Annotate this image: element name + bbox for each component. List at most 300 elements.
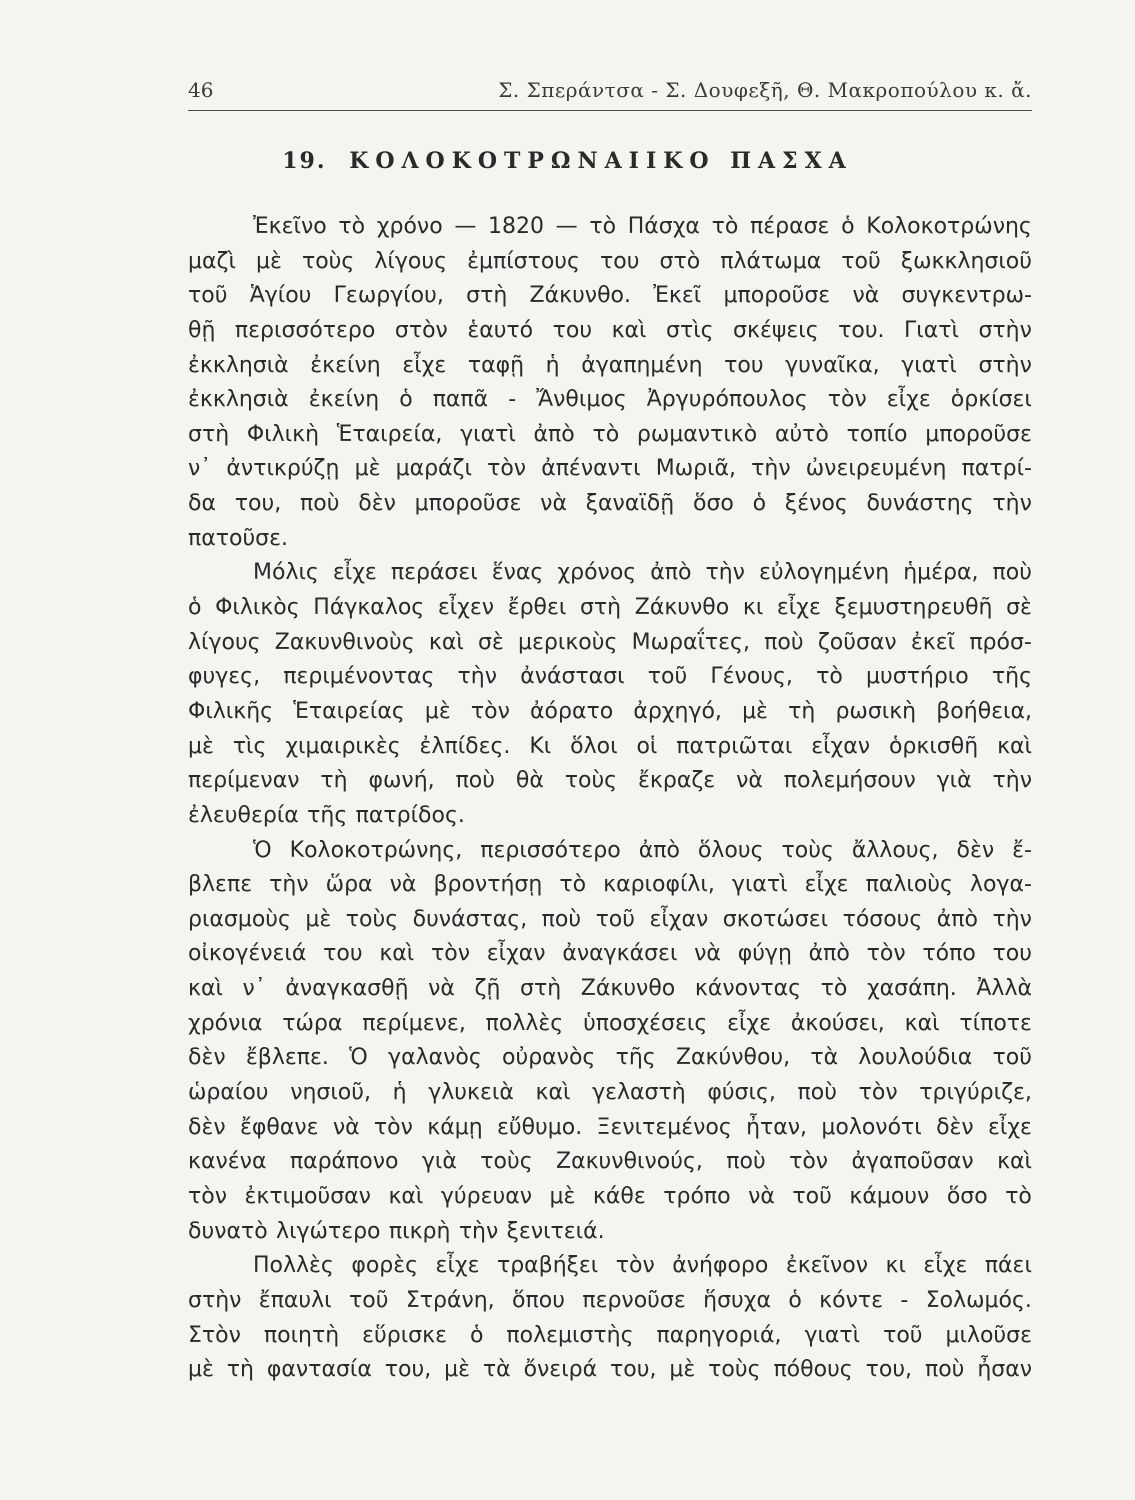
word: καὶ — [997, 733, 1032, 759]
word: ρωμαντικὸ — [636, 421, 758, 447]
text-line — [188, 556, 1032, 591]
word: δυνάστης — [866, 491, 974, 517]
word: ἄλλους, — [851, 837, 939, 863]
word: τὴν — [457, 664, 498, 690]
word: καὶ — [904, 1010, 940, 1036]
word: μαζὶ — [188, 248, 236, 274]
word: Ζάκυνθο. — [529, 283, 632, 309]
word: κάνοντας — [694, 976, 802, 1002]
word: στὸ — [659, 248, 701, 274]
word: τῆς — [991, 664, 1032, 690]
word: Μωραΐτες, — [631, 629, 750, 655]
word: μιλοῦσε — [945, 1322, 1032, 1348]
text-line — [188, 591, 1032, 626]
word: σκοτώσει — [722, 906, 829, 932]
word: ὁ — [469, 1322, 484, 1348]
word: τὴν — [992, 768, 1032, 794]
word: εἶχε — [727, 1010, 772, 1036]
word: καὶ — [188, 976, 223, 1002]
word: τραβήξει — [496, 1253, 599, 1279]
word: ἑαυτό — [467, 317, 534, 343]
word: εἶχε — [804, 872, 849, 898]
text-line — [188, 418, 1032, 453]
word: ν᾿ — [188, 456, 212, 482]
word: ποὺ — [924, 1357, 965, 1383]
word: Πάσχα — [627, 214, 700, 239]
word: κανένα — [188, 1149, 267, 1175]
word: περίμενε, — [362, 1010, 466, 1036]
word: τὸ — [1005, 1183, 1032, 1209]
word: πάει — [984, 1253, 1032, 1279]
word: δὲν — [936, 1114, 974, 1140]
word: του, — [234, 491, 282, 517]
word: ἔ- — [1012, 837, 1032, 863]
word: Ζακυνθινοὺς — [274, 629, 415, 655]
word: τὸ — [559, 872, 587, 898]
word: Ἑταιρείας — [293, 698, 405, 724]
text-line — [188, 1319, 1032, 1354]
text-line — [188, 626, 1032, 661]
word: ὁ — [788, 1287, 802, 1313]
word: σὲ — [477, 629, 504, 655]
word: ταφῇ — [467, 352, 525, 378]
word: ἡ — [545, 352, 560, 378]
word: Σολωμός. — [925, 1287, 1032, 1313]
chapter-number: 19. — [282, 148, 327, 174]
word: τοὺς — [781, 837, 834, 863]
text-line — [188, 1007, 1032, 1042]
word: Φιλικὸς — [215, 595, 300, 621]
word: τὴ — [320, 768, 348, 794]
word: εἶχε — [776, 595, 821, 621]
word: του — [724, 352, 764, 378]
word: Ἐκεῖ — [653, 283, 702, 309]
word: μαράζι — [395, 456, 472, 482]
word: μὲ — [188, 733, 214, 759]
word: τοῦ — [188, 283, 228, 309]
word: φύσις, — [707, 1080, 776, 1106]
word: στὴ — [466, 283, 508, 309]
word: πολλὲς — [485, 1010, 564, 1036]
word: ἐκεῖ — [910, 629, 956, 655]
word: χρόνος — [557, 560, 637, 586]
word: ἀνήφορο — [672, 1253, 769, 1279]
word: καὶ — [388, 1183, 424, 1209]
word: οἰκογένειά — [188, 941, 307, 967]
word: ἀναγκασθῇ — [285, 976, 409, 1002]
word: Φιλικῆς — [188, 698, 274, 724]
word: τρόπο — [663, 1183, 731, 1209]
word: τὸν — [487, 456, 527, 482]
word: τώρα — [282, 1010, 343, 1036]
word: ἥσυχα — [703, 1287, 771, 1313]
word: τὸν — [858, 1080, 898, 1106]
word: τὴ — [788, 698, 816, 724]
word: τίποτε — [959, 1010, 1032, 1036]
word: του — [600, 248, 640, 274]
word: μὲ — [354, 456, 381, 482]
text-line — [188, 452, 1032, 487]
word: Μωριᾶ, — [655, 456, 737, 482]
word: ἀρχηγό, — [633, 698, 722, 724]
word: ἔπαυλι — [258, 1287, 332, 1313]
word: νὰ — [694, 941, 721, 967]
word: ὁ — [399, 387, 413, 413]
word: καὶ — [428, 629, 464, 655]
word: Ἀργυρόπουλος — [646, 387, 808, 413]
word: τὸ — [589, 214, 617, 239]
text-line — [188, 383, 1032, 418]
word: τὸν — [827, 387, 867, 413]
text-line — [188, 730, 1032, 765]
word: περίμεναν — [188, 768, 300, 794]
word: θῇ — [188, 317, 216, 343]
word: Ὁ — [349, 1045, 368, 1071]
word: φορὲς — [351, 1253, 419, 1279]
word: καὶ — [611, 317, 647, 343]
word: ζῇ — [474, 976, 501, 1002]
word: οὐρανὸς — [502, 1045, 596, 1071]
word: τοὺς — [301, 248, 355, 274]
word: τόπο — [922, 941, 976, 967]
word: ριασμοὺς — [188, 906, 291, 932]
text-line — [188, 1215, 1032, 1250]
word: πατρίδος. — [355, 802, 465, 828]
word: χιμαιρικὲς — [285, 733, 401, 759]
word: ἀγαπημένη — [581, 352, 703, 378]
word: Ὁ — [253, 837, 272, 863]
word: μολονότι — [821, 1114, 922, 1140]
word: τοῦ — [841, 248, 881, 274]
word: τὸ — [820, 976, 848, 1002]
word: του — [992, 941, 1032, 967]
word: ἐμπίστους — [467, 248, 580, 274]
word: ἔκραζε — [638, 768, 716, 794]
word: τὴν — [751, 456, 791, 482]
word: πολεμήσουν — [783, 768, 916, 794]
word: φωνή, — [368, 768, 435, 794]
word: ποὺ — [764, 629, 804, 655]
word: ποὺ — [541, 906, 582, 932]
word: νὰ — [852, 283, 880, 309]
word: μὲ — [669, 1357, 696, 1383]
word: καὶ — [379, 941, 415, 967]
text-line — [188, 314, 1032, 349]
word: μὲ — [424, 698, 451, 724]
word: τὸ — [711, 214, 739, 239]
word: λίγους — [374, 248, 447, 274]
word: τὸν — [789, 1149, 829, 1175]
word: νὰ — [332, 1114, 360, 1140]
word: γιατὶ — [901, 352, 957, 378]
word: γλυκειὰ — [428, 1080, 514, 1106]
text-line — [188, 764, 1032, 799]
word: ἐλπίδες. — [419, 733, 511, 759]
word: — — [454, 214, 477, 239]
word: θὰ — [515, 768, 544, 794]
word: χασάπη. — [866, 976, 957, 1002]
text-line — [188, 210, 1032, 245]
word: περισσότερο — [480, 837, 621, 863]
word: ἔφθανε — [239, 1114, 319, 1140]
text-line — [188, 937, 1032, 972]
word: ξεμυστηρευθῆ — [834, 595, 993, 621]
word: εἶχε — [886, 387, 931, 413]
word: ποὺ — [455, 768, 495, 794]
word: Ἄνθιμος — [536, 387, 627, 413]
word: χρόνια — [188, 1010, 263, 1036]
word: εἶχαν — [811, 733, 871, 759]
text-line — [188, 1180, 1032, 1215]
word: φυγες, — [188, 664, 261, 690]
word: Ζακύνθου, — [675, 1045, 791, 1071]
word: τὸν — [615, 1253, 655, 1279]
word: ἀκούσει, — [790, 1010, 885, 1036]
word: γιὰ — [936, 768, 972, 794]
word: τὴν — [992, 906, 1032, 932]
word: νησιοῦ, — [290, 1080, 371, 1106]
text-line — [188, 868, 1032, 903]
word: λογα- — [969, 872, 1032, 898]
word: εἶχεν — [437, 595, 495, 621]
word: ὁ — [752, 491, 767, 517]
word: γύρευαν — [440, 1183, 533, 1209]
chapter-title-text: ΚΟΛΟΚΟΤΡΩΝΑΙΙΚΟ ΠΑΣΧΑ — [349, 148, 853, 174]
word: εὐλογημένη — [758, 560, 890, 586]
word: ξενιτειά. — [506, 1218, 605, 1244]
word: τοπίο — [846, 421, 908, 447]
word: Γεωργίου, — [333, 283, 444, 309]
word: ὅλοι — [570, 733, 618, 759]
word: σὲ — [1006, 595, 1032, 621]
word: - — [508, 387, 517, 413]
word: του — [552, 317, 593, 343]
word: εἶχε — [402, 352, 447, 378]
word: τὶς — [232, 733, 267, 759]
word: αὐτὸ — [774, 421, 829, 447]
chapter-title — [0, 148, 1135, 174]
word: φαντασία — [266, 1357, 372, 1383]
word: ἐκείνη — [308, 387, 380, 413]
word: εἶχε — [435, 1253, 480, 1279]
word: ὠνειρευμένη — [805, 456, 947, 482]
word: ὁρκισθῆ — [888, 733, 979, 759]
word: ὅσο — [692, 491, 734, 517]
word: τὸν — [470, 698, 510, 724]
word: δα — [188, 491, 216, 517]
running-head: Σ. Σπεράντσα - Σ. Δουφεξῆ, Θ. Μακροπούλου κ. ἄ. — [498, 78, 1032, 102]
word: τὸ — [338, 214, 366, 239]
word: Γένους, — [710, 664, 793, 690]
word: ἀγαποῦσαν — [851, 1149, 974, 1175]
word: κάμῃ — [427, 1114, 483, 1140]
word: νὰ — [428, 976, 455, 1002]
word: τριγύριζε, — [919, 1080, 1032, 1106]
word: τοὺς — [345, 906, 399, 932]
word: γελαστὴ — [592, 1080, 686, 1106]
word: ὑποσχέσεις — [583, 1010, 708, 1036]
word: μὲ — [256, 248, 282, 274]
word: εἶχαν — [649, 906, 709, 932]
word: εὔθυμο. — [496, 1114, 583, 1140]
word: νὰ — [540, 491, 567, 517]
word: περιμένοντας — [283, 664, 435, 690]
word: καὶ — [997, 1149, 1032, 1175]
word: κάμουν — [849, 1183, 930, 1209]
word: δὲν — [358, 491, 396, 517]
word: συγκεντρω- — [901, 283, 1032, 309]
word: βλεπε — [188, 872, 253, 898]
word: ὅπου — [512, 1287, 565, 1313]
word: γιατὶ — [731, 872, 788, 898]
word: τοῦ — [992, 1045, 1032, 1071]
word: του, — [865, 1357, 913, 1383]
text-line — [188, 1041, 1032, 1076]
word: πατρί- — [961, 456, 1032, 482]
word: στὴν — [978, 317, 1032, 343]
word: χρόνο — [376, 214, 443, 239]
word: Πάγκαλος — [313, 595, 425, 621]
text-line — [188, 487, 1032, 522]
word: μποροῦσε — [414, 491, 522, 517]
word: μὲ — [305, 906, 332, 932]
word: Κι — [529, 733, 552, 759]
word: ἐκκλησιὰ — [188, 387, 289, 413]
word: ἀπέναντι — [541, 456, 641, 482]
text-line — [188, 1353, 1032, 1388]
word: Κολοκοτρώνης, — [289, 837, 463, 863]
word: μποροῦσε — [723, 283, 831, 309]
word: τὴν — [458, 1218, 499, 1244]
word: κι — [885, 1253, 906, 1279]
word: Γιατὶ — [904, 317, 959, 343]
word: ἔβλεπε. — [245, 1045, 329, 1071]
word: γιὰ — [421, 1149, 457, 1175]
word: του. — [838, 317, 885, 343]
word: τοὺς — [708, 1357, 761, 1383]
text-line — [188, 695, 1032, 730]
word: μὲ — [444, 1357, 470, 1383]
word: οἱ — [636, 733, 658, 759]
word: τὴν — [269, 872, 309, 898]
word: φύγῃ — [737, 941, 792, 967]
word: Κολοκοτρώνης — [866, 214, 1032, 239]
word: δὲν — [188, 1114, 226, 1140]
word: παπᾶ — [432, 387, 489, 413]
text-line — [188, 799, 1032, 834]
word: νὰ — [736, 768, 763, 794]
word: πατριῶται — [676, 733, 793, 759]
word: Ξενιτεμένος — [596, 1114, 732, 1140]
word: εἶχε — [923, 1253, 968, 1279]
word: δυνάστας, — [412, 906, 528, 932]
word: πολεμιστὴς — [506, 1322, 634, 1348]
word: Ζάκυνθο — [580, 976, 676, 1002]
word: ποὺ — [300, 491, 340, 517]
word: ὁρκίσει — [950, 387, 1032, 413]
word: τὸν — [430, 941, 470, 967]
word: τὰ — [482, 1357, 511, 1383]
word: του — [323, 941, 363, 967]
word: ἐκτιμοῦσαν — [244, 1183, 371, 1209]
word: εἶχε — [332, 560, 377, 586]
word: μποροῦσε — [925, 421, 1032, 447]
word: τῆς — [615, 1045, 656, 1071]
word: πόθους — [773, 1357, 853, 1383]
word: ποὺ — [726, 1149, 766, 1175]
word: σκέψεις — [733, 317, 819, 343]
word: τὸν — [373, 1114, 413, 1140]
word: ἀπὸ — [936, 906, 979, 932]
word: κάθε — [592, 1183, 646, 1209]
word: εἶχαν — [486, 941, 546, 967]
word: ἦσαν — [977, 1357, 1032, 1383]
body-text — [188, 210, 1032, 1388]
word: ἐλευθερία — [188, 802, 299, 828]
word: ἀνάστασι — [520, 664, 625, 690]
word: περάσει — [390, 560, 478, 586]
word: Ἑταιρεία, — [336, 421, 443, 447]
word: - — [900, 1287, 909, 1313]
word: λίγους — [188, 629, 261, 655]
word: ἀόρατο — [530, 698, 614, 724]
word: ποὺ — [992, 560, 1032, 586]
word: ἐκεῖνον — [785, 1253, 869, 1279]
word: ὅλους — [697, 837, 764, 863]
word: στὴ — [520, 976, 562, 1002]
word: ἀναγκάσει — [562, 941, 678, 967]
word: καριοφίλι, — [603, 872, 715, 898]
word: ἡμέρα, — [903, 560, 979, 586]
word: λουλούδια — [858, 1045, 973, 1071]
text-line — [188, 903, 1032, 938]
word: ὁ — [841, 214, 855, 239]
page-header — [188, 74, 1032, 106]
word: ἀπὸ — [650, 560, 692, 586]
word: ἕνας — [491, 560, 544, 586]
word: — — [555, 214, 578, 239]
word: περνοῦσε — [582, 1287, 686, 1313]
word: παρηγοριά, — [656, 1322, 782, 1348]
word: ὄνειρά — [523, 1357, 598, 1383]
word: τῆς — [307, 802, 348, 828]
word: ποιητὴ — [263, 1322, 340, 1348]
word: ζοῦσαν — [817, 629, 897, 655]
word: στὶς — [666, 317, 714, 343]
header-rule — [188, 110, 1032, 111]
word: ποὺ — [797, 1080, 837, 1106]
word: τοὺς — [480, 1149, 533, 1175]
word: κι — [742, 595, 764, 621]
word: τὴν — [992, 491, 1032, 517]
word: Ἀλλὰ — [976, 976, 1032, 1002]
word: ἔρθει — [507, 595, 567, 621]
word: πρόσ- — [969, 629, 1032, 655]
word: γαλανὸς — [388, 1045, 482, 1071]
word: ρωσικὴ — [835, 698, 917, 724]
word: Ζακυνθινούς, — [556, 1149, 703, 1175]
text-line — [188, 834, 1032, 869]
word: μὲ — [742, 698, 768, 724]
word: τὸ — [592, 421, 620, 447]
word: μερικοὺς — [518, 629, 618, 655]
word: τὰ — [810, 1045, 839, 1071]
word: ἐκείνη — [310, 352, 381, 378]
word: γυναῖκα, — [785, 352, 880, 378]
word: Μόλις — [253, 560, 319, 586]
word: τοῦ — [595, 906, 635, 932]
text-line — [188, 1284, 1032, 1319]
